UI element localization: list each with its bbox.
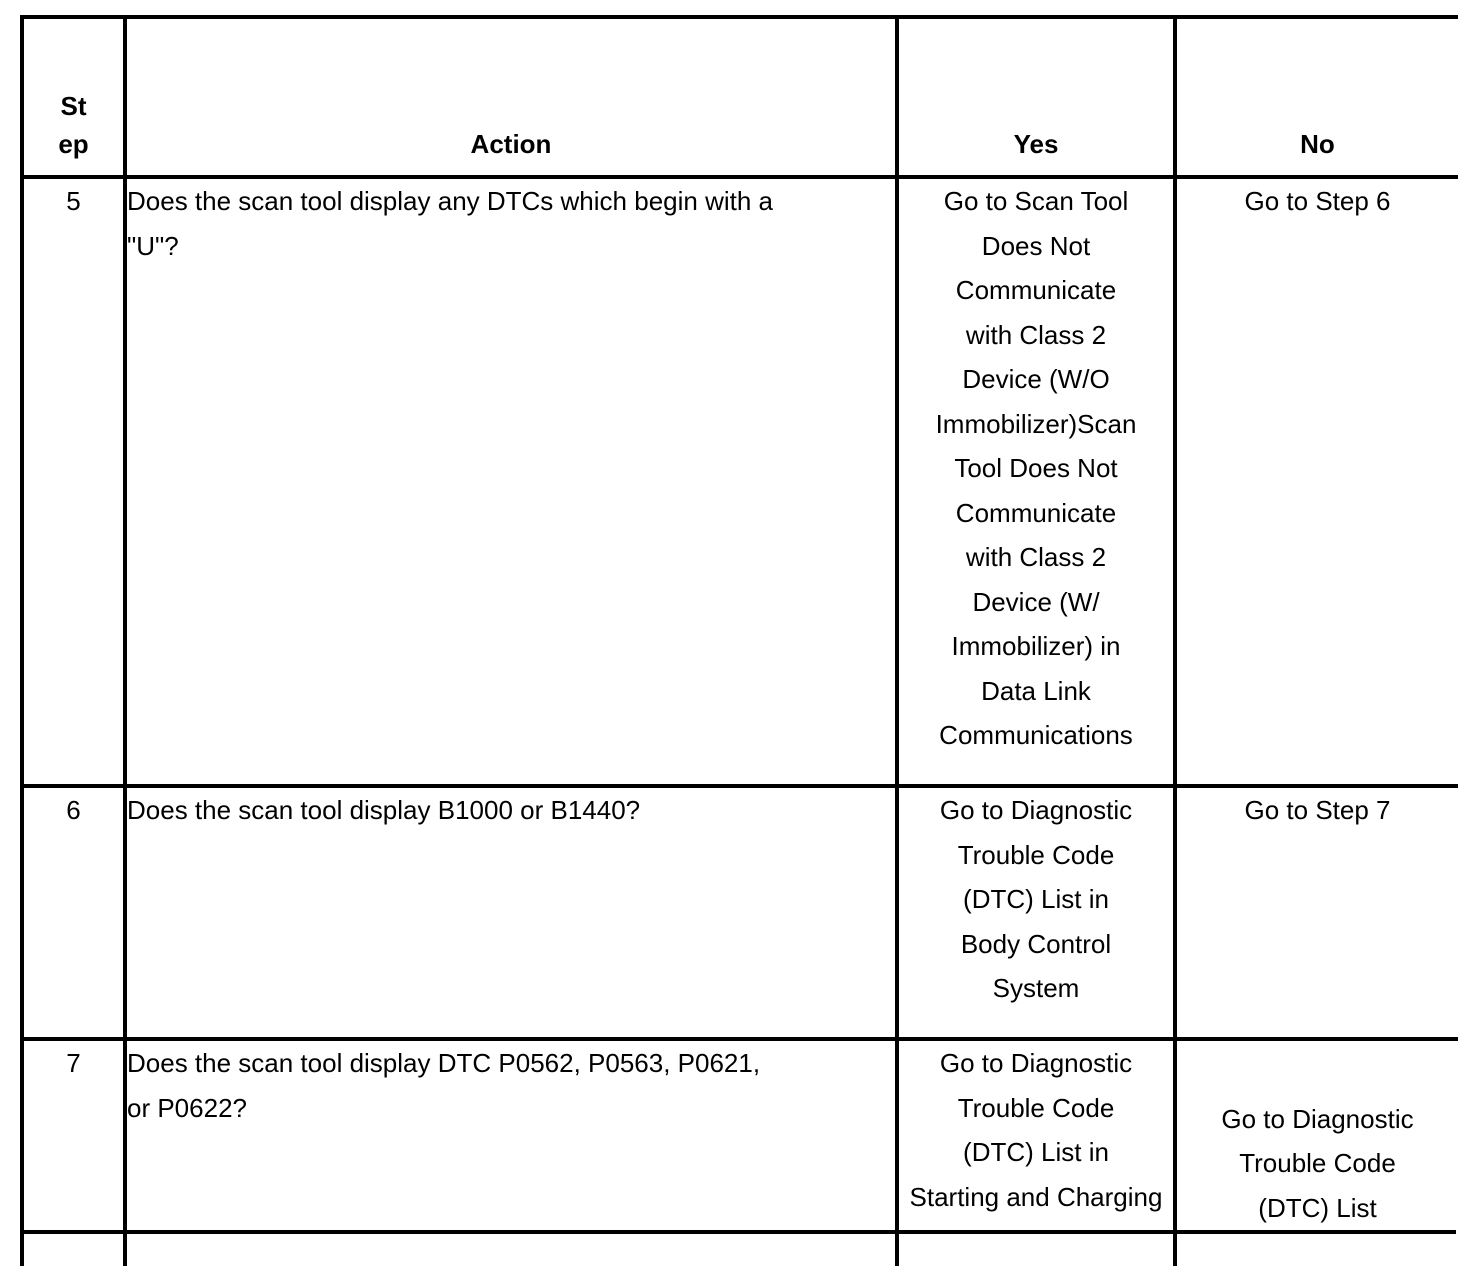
action-line: Does the scan tool display DTC P0562, P0563, P0621,	[127, 1048, 761, 1078]
action-cell	[125, 177, 897, 786]
action-line: "U"?	[127, 230, 179, 261]
table-bottom-border	[20, 1230, 1456, 1234]
header-no: No	[1175, 17, 1458, 177]
header-step: St ep	[22, 17, 125, 177]
header-yes: Yes	[897, 17, 1175, 177]
yes-cell: Go to Diagnostic Trouble Code (DTC) List in Starting and Charging	[897, 1039, 1175, 1266]
action-line: Does the scan tool display any DTCs which begin with a	[127, 186, 773, 216]
step-number: 6	[22, 786, 125, 1039]
header-row	[22, 17, 1458, 177]
header-action: Action	[125, 17, 897, 177]
yes-cell: Go to Diagnostic Trouble Code (DTC) List in Body Control System	[897, 786, 1175, 1039]
action-cell	[125, 786, 897, 1039]
diagnostic-table	[20, 15, 1458, 1266]
yes-cell: Go to Scan Tool Does Not Communicate with Class 2 Device (W/O Immobilizer)Scan Tool Does Not Communicate with Class 2 Device (W/ Immobilizer) in Data Link Communications	[897, 177, 1175, 786]
table-row	[22, 177, 1458, 786]
no-cell: Go to Diagnostic Trouble Code (DTC) List	[1175, 1039, 1458, 1266]
table-row	[22, 786, 1458, 1039]
step-number: 7	[22, 1039, 125, 1266]
no-cell: Go to Step 7	[1175, 786, 1458, 1039]
action-line: Does the scan tool display B1000 or B1440?	[127, 795, 641, 825]
no-cell: Go to Step 6	[1175, 177, 1458, 786]
step-number: 5	[22, 177, 125, 786]
action-line: or P0622?	[127, 1092, 247, 1123]
